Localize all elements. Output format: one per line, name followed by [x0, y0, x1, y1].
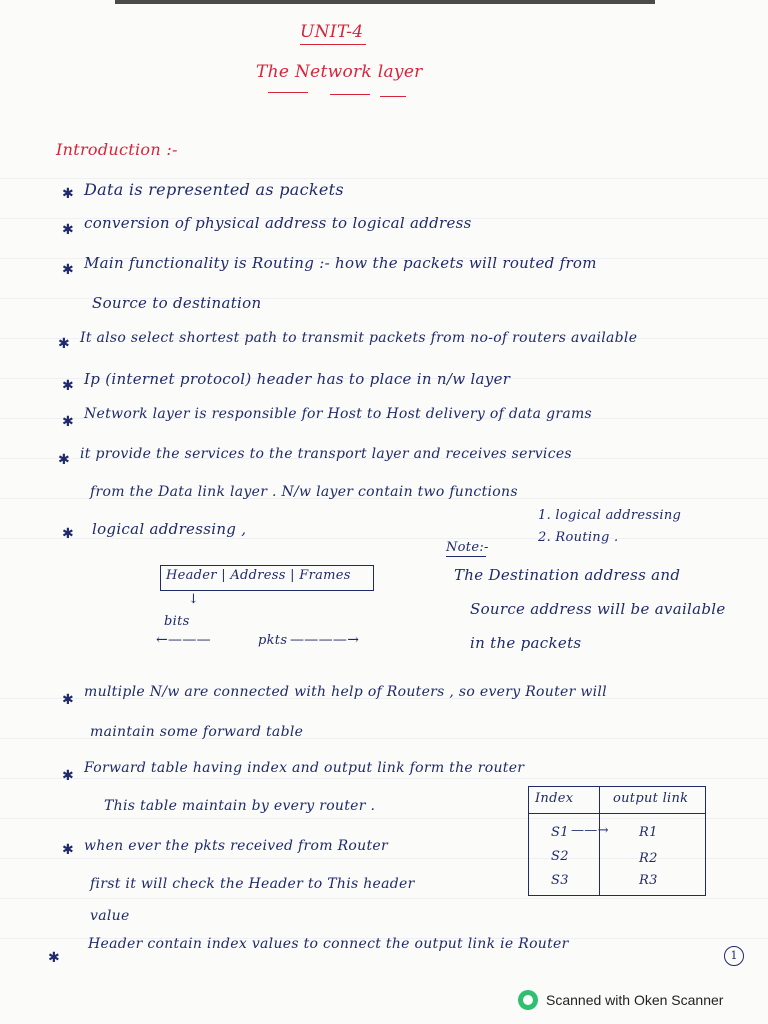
scanner-footer-text: Scanned with Oken Scanner	[546, 992, 724, 1008]
bullet-text-cont: This table maintain by every router .	[104, 798, 376, 814]
bullet-text: when ever the pkts received from Router	[84, 838, 388, 854]
bullet-text: logical addressing ,	[92, 520, 247, 538]
forward-table	[528, 786, 706, 896]
pkts-label: pkts	[258, 633, 288, 648]
table-arrow-icon: ——→	[571, 823, 609, 838]
bullet-text-cont: value	[90, 908, 130, 924]
bullet-mark: ✱	[58, 336, 70, 352]
bullet-text: Data is represented as packets	[84, 180, 344, 199]
bullet-text: Header contain index values to connect the output link ie Router	[88, 936, 569, 952]
bullet-mark: ✱	[62, 378, 74, 394]
function-item: 1. logical addressing	[538, 508, 682, 523]
function-item: 2. Routing .	[538, 530, 619, 545]
table-cell: S1	[551, 825, 569, 840]
note-label: Note:-	[446, 540, 489, 555]
note-line: in the packets	[470, 634, 582, 652]
bullet-text: Main functionality is Routing :- how the packets will routed from	[84, 254, 597, 272]
right-arrow-icon: ————→	[290, 632, 360, 648]
table-header-index: Index	[535, 791, 574, 806]
bullet-text-cont: from the Data link layer . N/w layer contain two functions	[90, 484, 518, 500]
bits-label: bits	[164, 614, 190, 629]
note-line: Source address will be available	[470, 600, 726, 618]
table-cell: R3	[639, 873, 658, 888]
scanner-logo-icon	[518, 990, 538, 1010]
bullet-text: It also select shortest path to transmit packets from no-of routers available	[80, 330, 638, 346]
bullet-mark: ✱	[62, 768, 74, 784]
bullet-mark: ✱	[62, 222, 74, 238]
bullet-text-cont: Source to destination	[92, 294, 262, 312]
bullet-text: Forward table having index and output link form the router	[84, 760, 525, 776]
table-cell: S2	[551, 849, 569, 864]
bullet-text: multiple N/w are connected with help of Routers , so every Router will	[84, 684, 607, 700]
bullet-mark: ✱	[62, 414, 74, 430]
left-arrow-icon: ←———	[156, 632, 211, 648]
table-cell: S3	[551, 873, 569, 888]
bullet-mark: ✱	[62, 842, 74, 858]
note-line: The Destination address and	[454, 566, 681, 584]
bullet-mark: ✱	[62, 526, 74, 542]
bullet-text: Network layer is responsible for Host to Host delivery of data grams	[84, 406, 593, 422]
bullet-text-cont: maintain some forward table	[90, 724, 304, 740]
scan-edge	[115, 0, 655, 4]
down-arrow-icon: ↓	[188, 592, 200, 607]
bullet-mark: ✱	[62, 186, 74, 202]
bullet-mark: ✱	[62, 262, 74, 278]
bullet-mark: ✱	[62, 692, 74, 708]
table-header-output: output link	[613, 791, 689, 806]
bullet-mark: ✱	[58, 452, 70, 468]
bullet-mark: ✱	[48, 950, 60, 966]
page-title: UNIT-4	[300, 22, 364, 42]
frame-box-label: Header | Address | Frames	[166, 568, 351, 583]
page-number: 1	[724, 946, 744, 966]
section-heading: Introduction :-	[56, 140, 178, 159]
table-cell: R2	[639, 851, 658, 866]
table-cell: R1	[639, 825, 658, 840]
bullet-text: it provide the services to the transport layer and receives services	[80, 446, 572, 462]
bullet-text-cont: first it will check the Header to This header	[90, 876, 415, 892]
scanner-footer	[518, 990, 723, 1010]
bullet-text: Ip (internet protocol) header has to place in n/w layer	[84, 370, 511, 388]
page-subtitle: The Network layer	[256, 62, 423, 82]
bullet-text: conversion of physical address to logical address	[84, 214, 472, 232]
